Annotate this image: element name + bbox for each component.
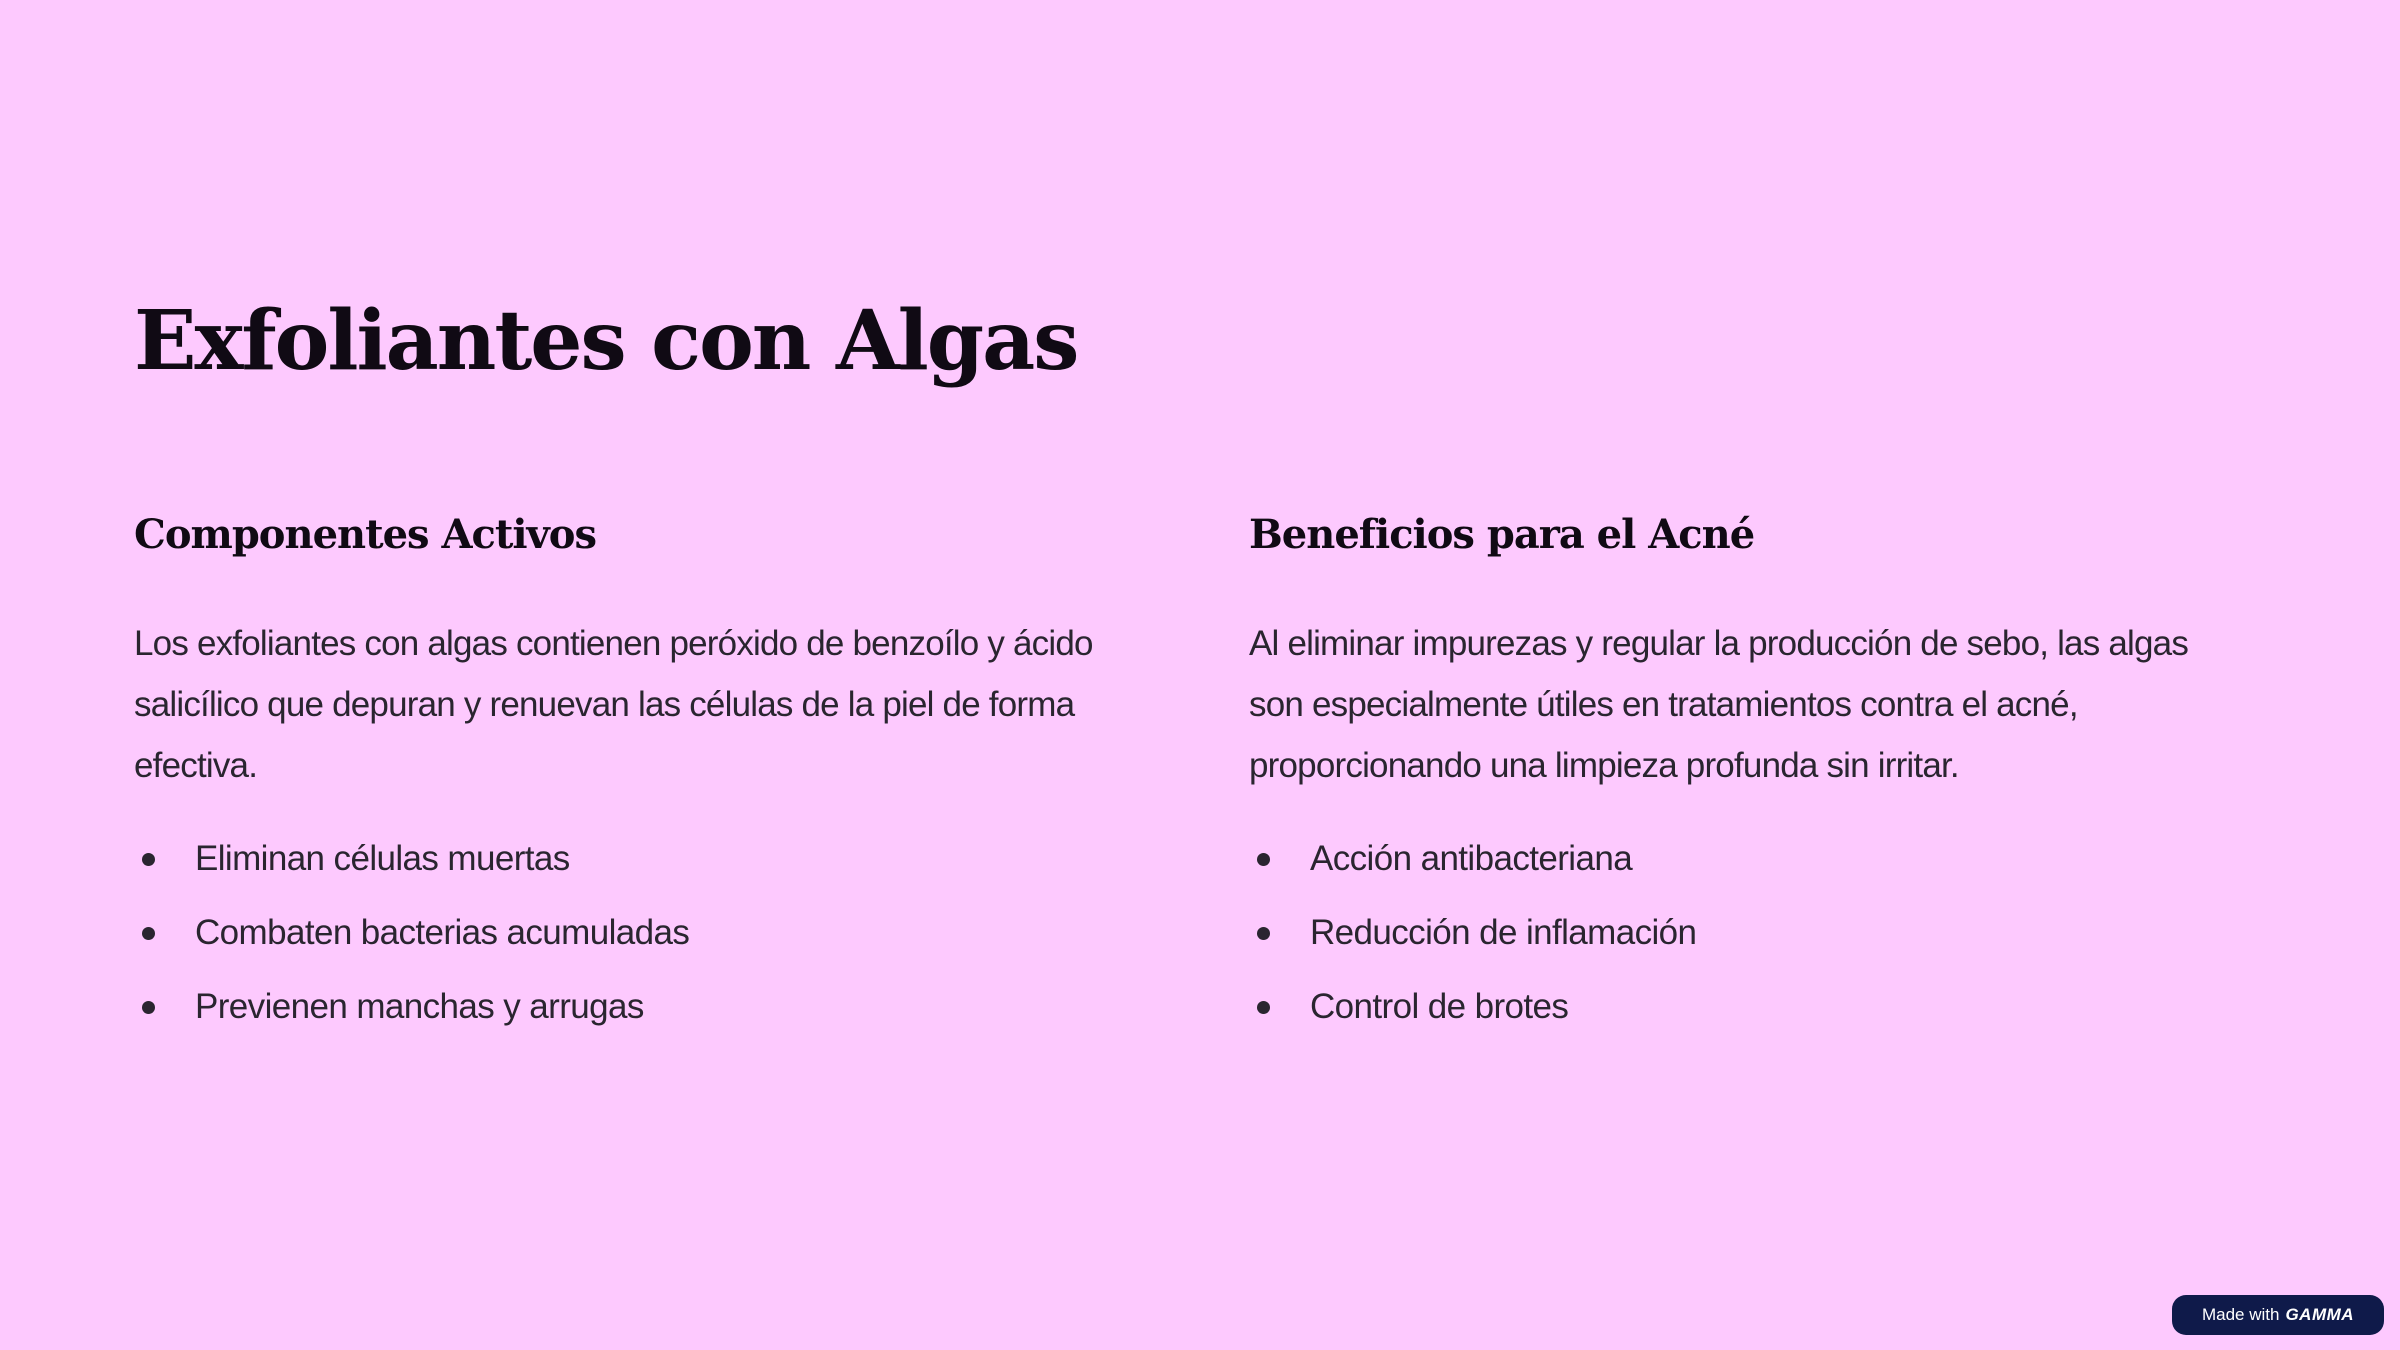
bullet-item (1249, 970, 2249, 1044)
bullet-text: Eliminan células muertas (195, 839, 570, 878)
bullet-item (134, 970, 1134, 1044)
column-heading: Beneficios para el Acné (1249, 511, 1755, 558)
bullet-item (134, 896, 1134, 970)
bullet-item (1249, 896, 2249, 970)
column-acne-benefits (1249, 505, 2249, 1044)
bullet-icon (1257, 853, 1270, 866)
bullet-list (1249, 822, 2249, 1044)
gamma-logo-icon: GAMMA (2285, 1305, 2355, 1324)
bullet-icon (1257, 927, 1270, 940)
column-active-components (134, 505, 1134, 1044)
bullet-list (134, 822, 1134, 1044)
bullet-text: Reducción de inflamación (1310, 913, 1697, 952)
bullet-text: Acción antibacteriana (1310, 839, 1633, 878)
bullet-text: Previenen manchas y arrugas (195, 987, 644, 1026)
bullet-icon (142, 853, 155, 866)
bullet-text: Control de brotes (1310, 987, 1569, 1026)
bullet-icon (142, 1001, 155, 1014)
bullet-item (1249, 822, 2249, 896)
bullet-item (134, 822, 1134, 896)
bullet-text: Combaten bacterias acumuladas (195, 913, 690, 952)
column-paragraph: Al eliminar impurezas y regular la producción de sebo, las algas son especialmente útiles en tratamientos contra el acné, proporcionando una limpieza profunda sin irritar. (1249, 624, 2189, 785)
badge-prefix: Made with (2201, 1305, 2280, 1324)
bullet-icon (1257, 1001, 1270, 1014)
column-heading: Componentes Activos (134, 511, 596, 558)
column-paragraph: Los exfoliantes con algas contienen peróxido de benzoílo y ácido salicílico que depuran y renuevan las células de la piel de forma efectiva. (134, 624, 1093, 785)
made-with-gamma-badge[interactable] (2172, 1295, 2384, 1335)
slide-title: Exfoliantes con Algas (134, 293, 1078, 389)
bullet-icon (142, 927, 155, 940)
